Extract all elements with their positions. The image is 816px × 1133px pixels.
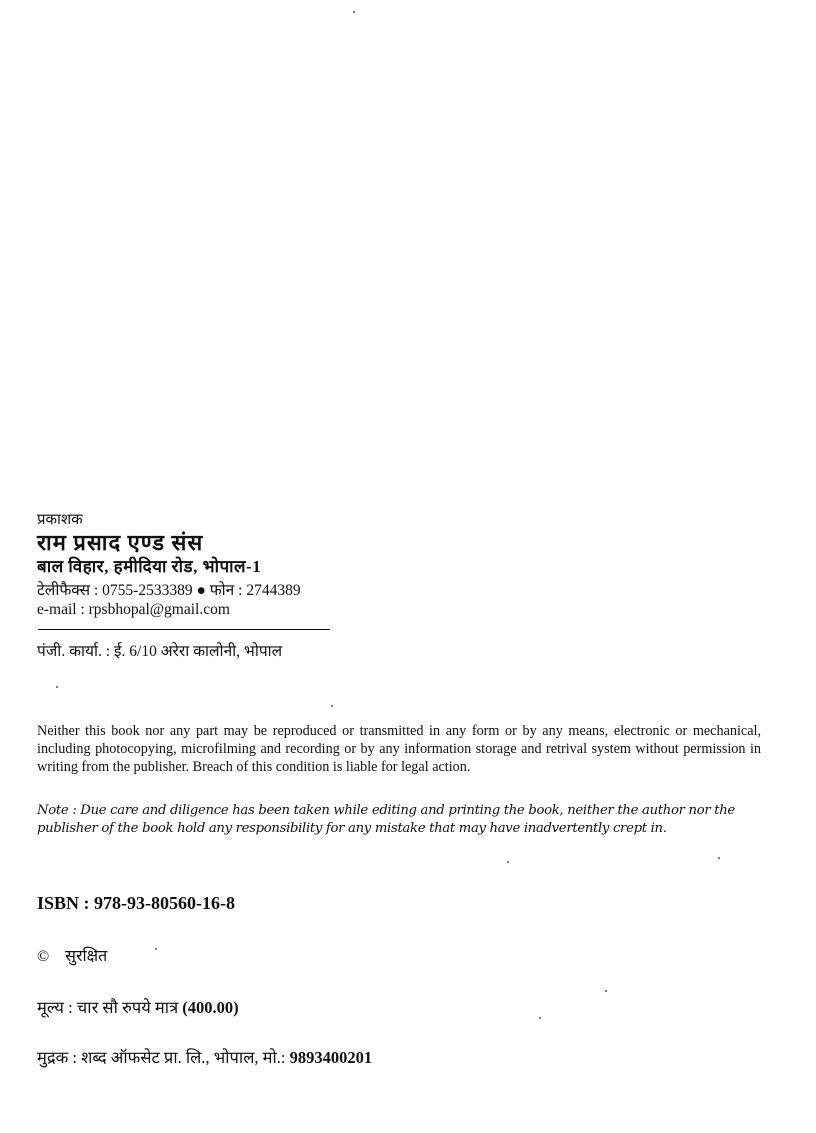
price-label: मूल्य : चार सौ रुपये मात्र	[37, 998, 179, 1017]
scan-speck	[155, 948, 157, 950]
isbn: ISBN : 978-93-80560-16-8	[37, 893, 235, 913]
copyright-notice: Neither this book nor any part may be reproduced or transmitted in any form or by any means, electronic or mechanical, including photocopying, microfilming and recording or by any information storage and retrival system without permission in writing from the publisher. Breach of this condition is liable for legal action.	[37, 723, 761, 775]
printer	[37, 1045, 372, 1068]
scan-speck	[353, 11, 355, 13]
scan-speck	[539, 1017, 541, 1019]
separator-line	[38, 629, 330, 630]
publisher-address: बाल विहार, हमीदिया रोड, भोपाल-1	[37, 557, 262, 576]
scan-speck	[605, 990, 607, 992]
copyright-icon: ©	[37, 948, 50, 965]
disclaimer-note: Note : Due care and diligence has been taken while editing and printing the book, neither the author nor the publisher of the book hold any responsibility for any mistake that may have inadvertently crept in.	[37, 803, 735, 836]
publisher-phone: टेलीफैक्स : 0755-2533389 ● फोन : 2744389	[37, 582, 301, 599]
publisher-label: प्रकाशक	[37, 512, 83, 528]
printer-label: मुद्रक : शब्द ऑफसेट प्रा. लि., भोपाल, मो.:	[37, 1048, 286, 1067]
rights-text: सुरक्षित	[65, 948, 108, 965]
price	[37, 995, 239, 1018]
printer-mobile: 9893400201	[289, 1048, 373, 1067]
registered-office: पंजी. कार्या. : ई. 6/10 अरेरा कालोनी, भोपाल	[37, 643, 283, 660]
price-amount: (400.00)	[182, 998, 239, 1017]
rights-reserved	[37, 944, 107, 966]
publisher-email: e-mail : rpsbhopal@gmail.com	[37, 601, 230, 618]
scan-speck	[331, 705, 333, 707]
scan-speck	[56, 686, 58, 688]
publisher-name: राम प्रसाद एण्ड संस	[37, 530, 204, 555]
scan-speck	[507, 861, 509, 863]
scan-speck	[718, 857, 720, 859]
